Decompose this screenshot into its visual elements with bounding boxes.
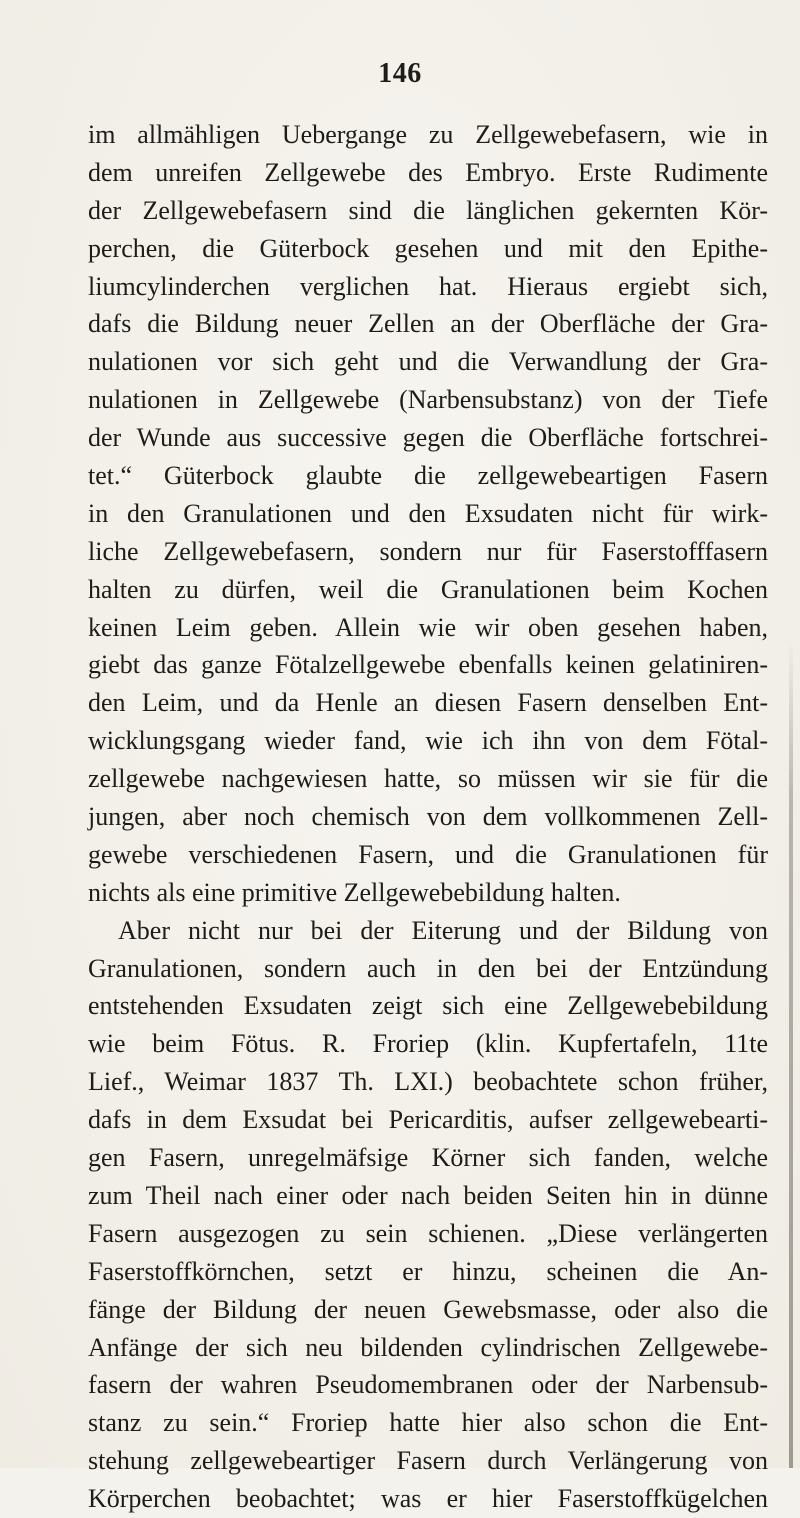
- text-line: wie beim Fötus. R. Froriep (klin. Kupfertafeln, 11te: [88, 1029, 768, 1059]
- text-line: jungen, aber noch chemisch von dem vollkommenen Zell-: [88, 802, 768, 832]
- text-line: tet.“ Güterbock glaubte die zellgewebeartigen Fasern: [88, 461, 768, 491]
- body-text: [88, 116, 768, 1518]
- text-line: dafs in dem Exsudat bei Pericarditis, aufser zellgewebearti-: [88, 1105, 768, 1135]
- text-line: im allmähligen Uebergange zu Zellgewebefasern, wie in: [88, 120, 768, 149]
- paragraph-end-line: nichts als eine primitive Zellgewebebildung halten.: [88, 877, 621, 907]
- text-line: wicklungsgang wieder fand, wie ich ihn von dem Fötal-: [88, 726, 768, 756]
- text-line: der Zellgewebefasern sind die länglichen gekernten Kör-: [88, 195, 768, 225]
- text-line: Faserstoffkörnchen, setzt er hinzu, scheinen die An-: [88, 1256, 768, 1286]
- text-line: liumcylinderchen verglichen hat. Hieraus ergiebt sich,: [88, 271, 768, 301]
- text-line: der Wunde aus successive gegen die Oberfläche fortschrei-: [88, 423, 768, 453]
- text-line: Granulationen, sondern auch in den bei der Entzündung: [88, 953, 768, 983]
- text-line: zum Theil nach einer oder nach beiden Seiten hin in dünne: [88, 1180, 768, 1210]
- text-line: stehung zellgewebeartiger Fasern durch Verlängerung von: [88, 1446, 768, 1476]
- text-line: fasern der wahren Pseudomembranen oder der Narbensub-: [88, 1370, 768, 1400]
- text-line: keinen Leim geben. Allein wie wir oben gesehen haben,: [88, 612, 768, 642]
- text-line: Fasern ausgezogen zu sein schienen. „Diese verlängerten: [88, 1218, 768, 1248]
- text-line: zellgewebe nachgewiesen hatte, so müssen wir sie für die: [88, 764, 768, 794]
- text-line: in den Granulationen und den Exsudaten nicht für wirk-: [88, 498, 768, 528]
- text-line: Lief., Weimar 1837 Th. LXI.) beobachtete schon früher,: [88, 1067, 768, 1097]
- page-edge-shadow: [789, 640, 793, 1468]
- text-line: liche Zellgewebefasern, sondern nur für Faserstofffasern: [88, 536, 768, 566]
- text-line: halten zu dürfen, weil die Granulationen beim Kochen: [88, 574, 768, 604]
- text-line: perchen, die Güterbock gesehen und mit den Epithe-: [88, 233, 768, 263]
- text-line: dem unreifen Zellgewebe des Embryo. Erste Rudimente: [88, 157, 768, 187]
- text-line: entstehenden Exsudaten zeigt sich eine Zellgewebebildung: [88, 991, 768, 1021]
- text-line: gewebe verschiedenen Fasern, und die Granulationen für: [88, 839, 768, 869]
- text-line: giebt das ganze Fötalzellgewebe ebenfalls keinen gelatiniren-: [88, 650, 768, 680]
- page-number: 146: [378, 58, 422, 89]
- text-line: Anfänge der sich neu bildenden cylindrischen Zellgewebe-: [88, 1332, 768, 1362]
- text-line: nulationen in Zellgewebe (Narbensubstanz) von der Tiefe: [88, 385, 768, 415]
- text-line: den Leim, und da Henle an diesen Fasern denselben Ent-: [88, 688, 768, 718]
- paragraph-start-line: Aber nicht nur bei der Eiterung und der Bildung von: [118, 915, 768, 945]
- text-line: stanz zu sein.“ Froriep hatte hier also schon die Ent-: [88, 1408, 768, 1438]
- text-line: dafs die Bildung neuer Zellen an der Oberfläche der Gra-: [88, 309, 768, 339]
- text-line: fänge der Bildung der neuen Gewebsmasse, oder also die: [88, 1294, 768, 1324]
- text-line: nulationen vor sich geht und die Verwandlung der Gra-: [88, 347, 768, 377]
- text-line: gen Fasern, unregelmäfsige Körner sich fanden, welche: [88, 1143, 768, 1173]
- text-line: Körperchen beobachtet; was er hier Faserstoffkügelchen: [88, 1484, 768, 1514]
